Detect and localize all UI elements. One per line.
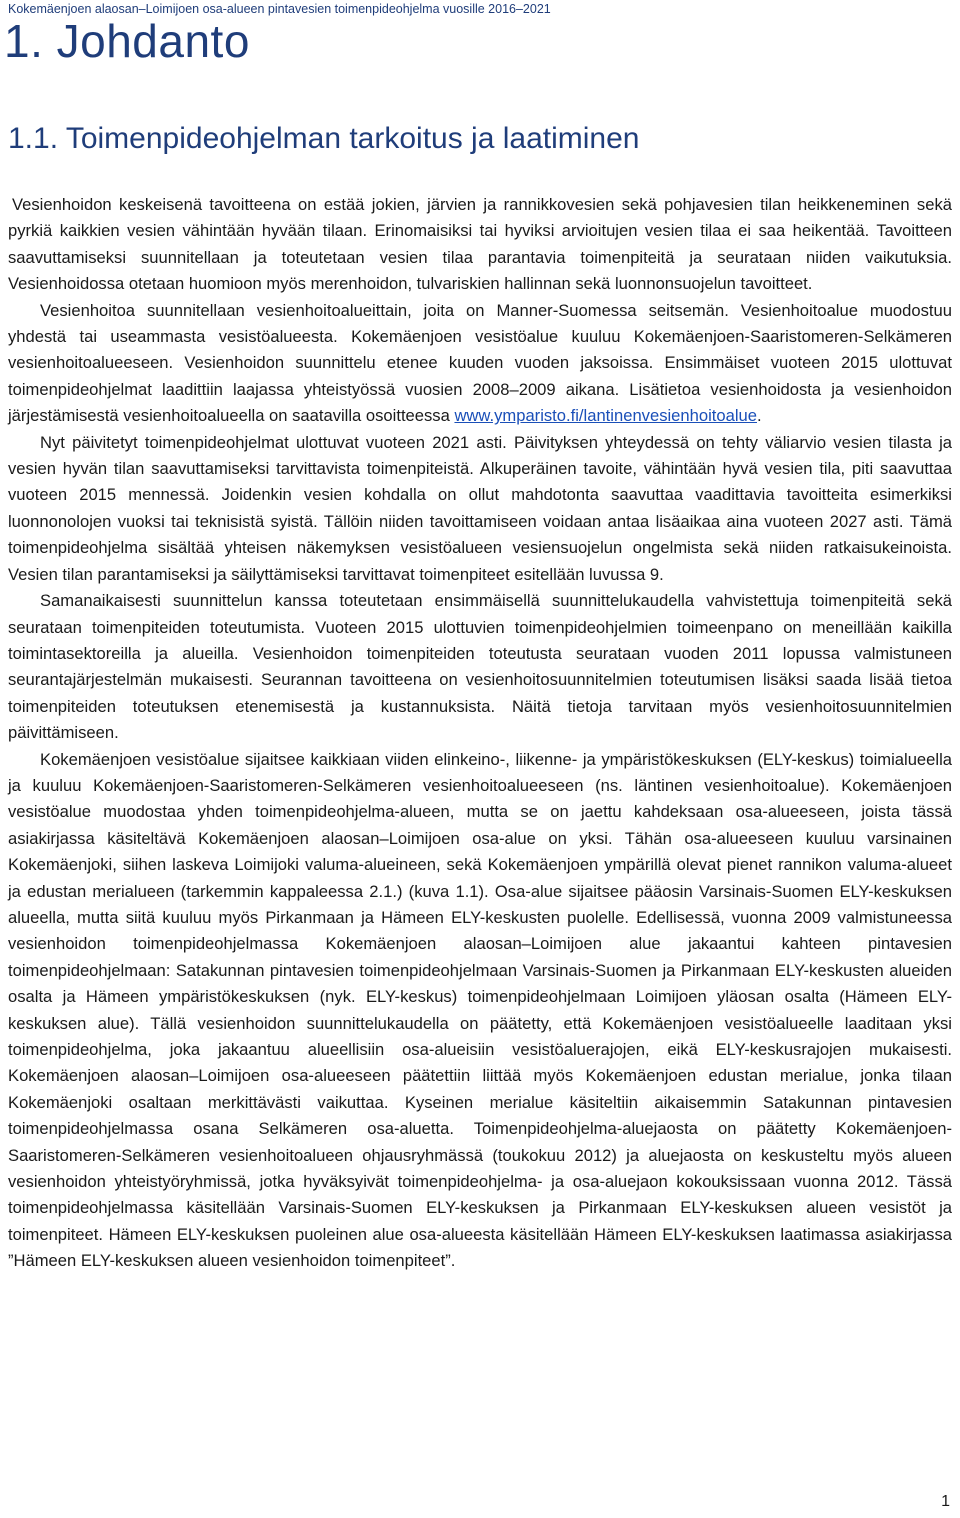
paragraph-purpose: Vesienhoidon keskeisenä tavoitteena on estää jokien, järvien ja rannikkovesien sekä pohjavesien tilan heikkeneminen sekä pyrkiä kaikkien vesien vähintään hyvään tilaan. Erinomaisiksi tai hyviksi arvioitujen vesien tilaa ei saa heikentää. Tavoitteen saavuttamiseksi suunnitellaan ja toteutetaan vesien tilaa parantavia toimenpiteitä ja seurataan niiden vaikutuksia. Vesienhoidossa otetaan huomioon myös merenhoidon, tulvariskien hallinnan sekä luonnonsuojelun tavoitteet. [8, 195, 952, 294]
page-number: 1 [941, 1493, 950, 1510]
chapter-heading: 1. Johdanto [4, 15, 250, 67]
ymparisto-link[interactable]: www.ymparisto.fi/lantinenvesienhoitoalue [454, 406, 757, 426]
paragraph-updated-programmes: Nyt päivitetyt toimenpideohjelmat ulottuvat vuoteen 2021 asti. Päivityksen yhteydessä on tehty väliarvio vesien tilasta ja vesien hyvän tilan saavuttamiseksi tarvittavista toimenpiteistä. Alkuperäinen tavoite, vähintään hyvä vesien tila, piti saavuttaa vuoteen 2015 mennessä. Joidenkin vesien kohdalla on ollut mahdotonta saavuttaa vaadittavia tavoitteita esimerkiksi luonnonolojen vuoksi tai teknisistä syistä. Tällöin niiden tavoittamiseen voidaan antaa lisäaikaa aina vuoteen 2027 asti. Tämä toimenpideohjelma sisältää yhteisen näkemyksen vesistöalueen vesiensuojelun ongelmista sekä niiden ratkaisukeinoista. Vesien tilan parantamiseksi ja säilyttämiseksi tarvittavat toimenpiteet esitellään luvussa 9. [8, 432, 952, 584]
body-text [8, 192, 952, 1275]
paragraph-implementation: Samanaikaisesti suunnittelun kanssa toteutetaan ensimmäisellä suunnittelukaudella vahvistettuja toimenpiteitä sekä seurataan toimenpiteiden toteutumista. Vuoteen 2015 ulottuvien toimenpideohjelmien toimeenpano on meneillään kaikilla toimintasektoreilla ja alueilla. Vesienhoidon toimenpiteiden toteutusta seurataan vuoden 2011 lopussa valmistuneen seurantajärjestelmän mukaisesti. Seurannan tavoitteena on vesienhoitosuunnitelmien toteutumisen lisäksi saada lisää tietoa toimenpiteiden toteutuksen etenemisestä ja kustannuksista. Näitä tietoja tarvitaan myös vesienhoitosuunnitelmien päivittämiseen. [8, 591, 952, 743]
paragraph-management-areas-text: Vesienhoitoa suunnitellaan vesienhoitoalueittain, joita on Manner-Suomessa seitsemän. Vesienhoitoalue muodostuu yhdestä tai useammasta vesistöalueesta. Kokemäenjoen vesistöalue kuuluu Kokemäenjoen-Saaristomeren-Selkämeren vesienhoitoalueeseen. Vesienhoidon suunnittelu etenee kuuden vuoden jaksoissa. Ensimmäiset vuoteen 2015 ulottuvat toimenpideohjelmat laadittiin laajassa yhteistyössä vuosien 2008–2009 aikana. Lisätietoa vesienhoidosta ja vesienhoidon järjestämisestä vesienhoitoalueella on saatavilla osoitteessa [8, 300, 952, 426]
running-header: Kokemäenjoen alaosan–Loimijoen osa-alueen pintavesien toimenpideohjelma vuosille 2016–2021 [8, 2, 551, 16]
paragraph-management-areas [8, 298, 952, 430]
link-suffix: . [757, 406, 762, 426]
paragraph-catchment-area: Kokemäenjoen vesistöalue sijaitsee kaikkiaan viiden elinkeino-, liikenne- ja ympäristökeskuksen (ELY-keskus) toimialueella ja kuuluu Kokemäenjoen-Saaristomeren-Selkämeren vesienhoitoalueeseen (ns. läntinen vesienhoitoalue). Kokemäenjoen vesistöalue muodostaa yhden toimenpideohjelma-alueen, mutta se on jaettu kahdeksaan osa-alueeseen, joista tässä asiakirjassa käsiteltävä Kokemäenjoen alaosan–Loimijoen osa-alue on yksi. Tähän osa-alueeseen kuuluu varsinainen Kokemäenjoki, siihen laskeva Loimijoki valuma-alueineen, sekä Kokemäenjoen ympärillä olevat pienet rannikon valuma-alueet ja edustan merialueen (tarkemmin kappaleessa 2.1.) (kuva 1.1). Osa-alue sijaitsee pääosin Varsinais-Suomen ELY-keskuksen alueella, mutta siitä kuuluu myös Pirkanmaan ja Hämeen ELY-keskusten puolelle. Edellisessä, vuonna 2009 valmistuneessa vesienhoidon toimenpideohjelmassa Kokemäenjoen alaosan–Loimijoen alue jakaantui kahteen pintavesien toimenpideohjelmaan: Satakunnan pintavesien toimenpideohjelmaan Varsinais-Suomen ja Pirkanmaan ELY-keskusten alueiden osalta ja Hämeen ympäristökeskuksen (nyk. ELY-keskus) toimenpideohjelmaan Loimijoen yläosan osalta (Hämeen ELY-keskuksen alue). Tällä vesienhoidon suunnittelukaudella on päätetty, että Kokemäenjoen vesistöalueelle laaditaan yksi toimenpideohjelma, joka jakaantuu alueellisiin osa-alueisiin vesistöaluerajojen, eikä ELY-keskusrajojen mukaisesti. Kokemäenjoen alaosan–Loimijoen osa-alueeseen päätettiin liittää myös Kokemäenjoen edustan merialue, jonka tilaan Kokemäenjoki osaltaan merkittävästi vaikuttaa. Kyseinen merialue käsiteltiin aikaisemmin Satakunnan pintavesien toimenpideohjelmassa osana Selkämeren osa-aluetta. Toimenpideohjelma-aluejaosta on päätetty Kokemäenjoen-Saaristomeren-Selkämeren vesienhoitoalueen ohjausryhmässä (toukokuu 2012) ja aluejaosta on keskusteltu myös alueen vesienhoidon yhteistyöryhmissä, jotka hyväksyivät toimenpideohjelma- ja osa-aluejaon kokouksissaan vuonna 2012. Tässä toimenpideohjelmassa käsitellään Varsinais-Suomen ELY-keskuksen ja Pirkanmaan ELY-keskuksen alueen vesistöt ja toimenpiteet. Hämeen ELY-keskuksen puoleinen alue osa-alueesta käsitellään Hämeen ELY-keskuksen laatimassa asiakirjassa ”Hämeen ELY-keskuksen alueen vesienhoidon toimenpiteet”. [8, 749, 952, 1271]
section-heading: 1.1. Toimenpideohjelman tarkoitus ja laatiminen [8, 122, 640, 155]
